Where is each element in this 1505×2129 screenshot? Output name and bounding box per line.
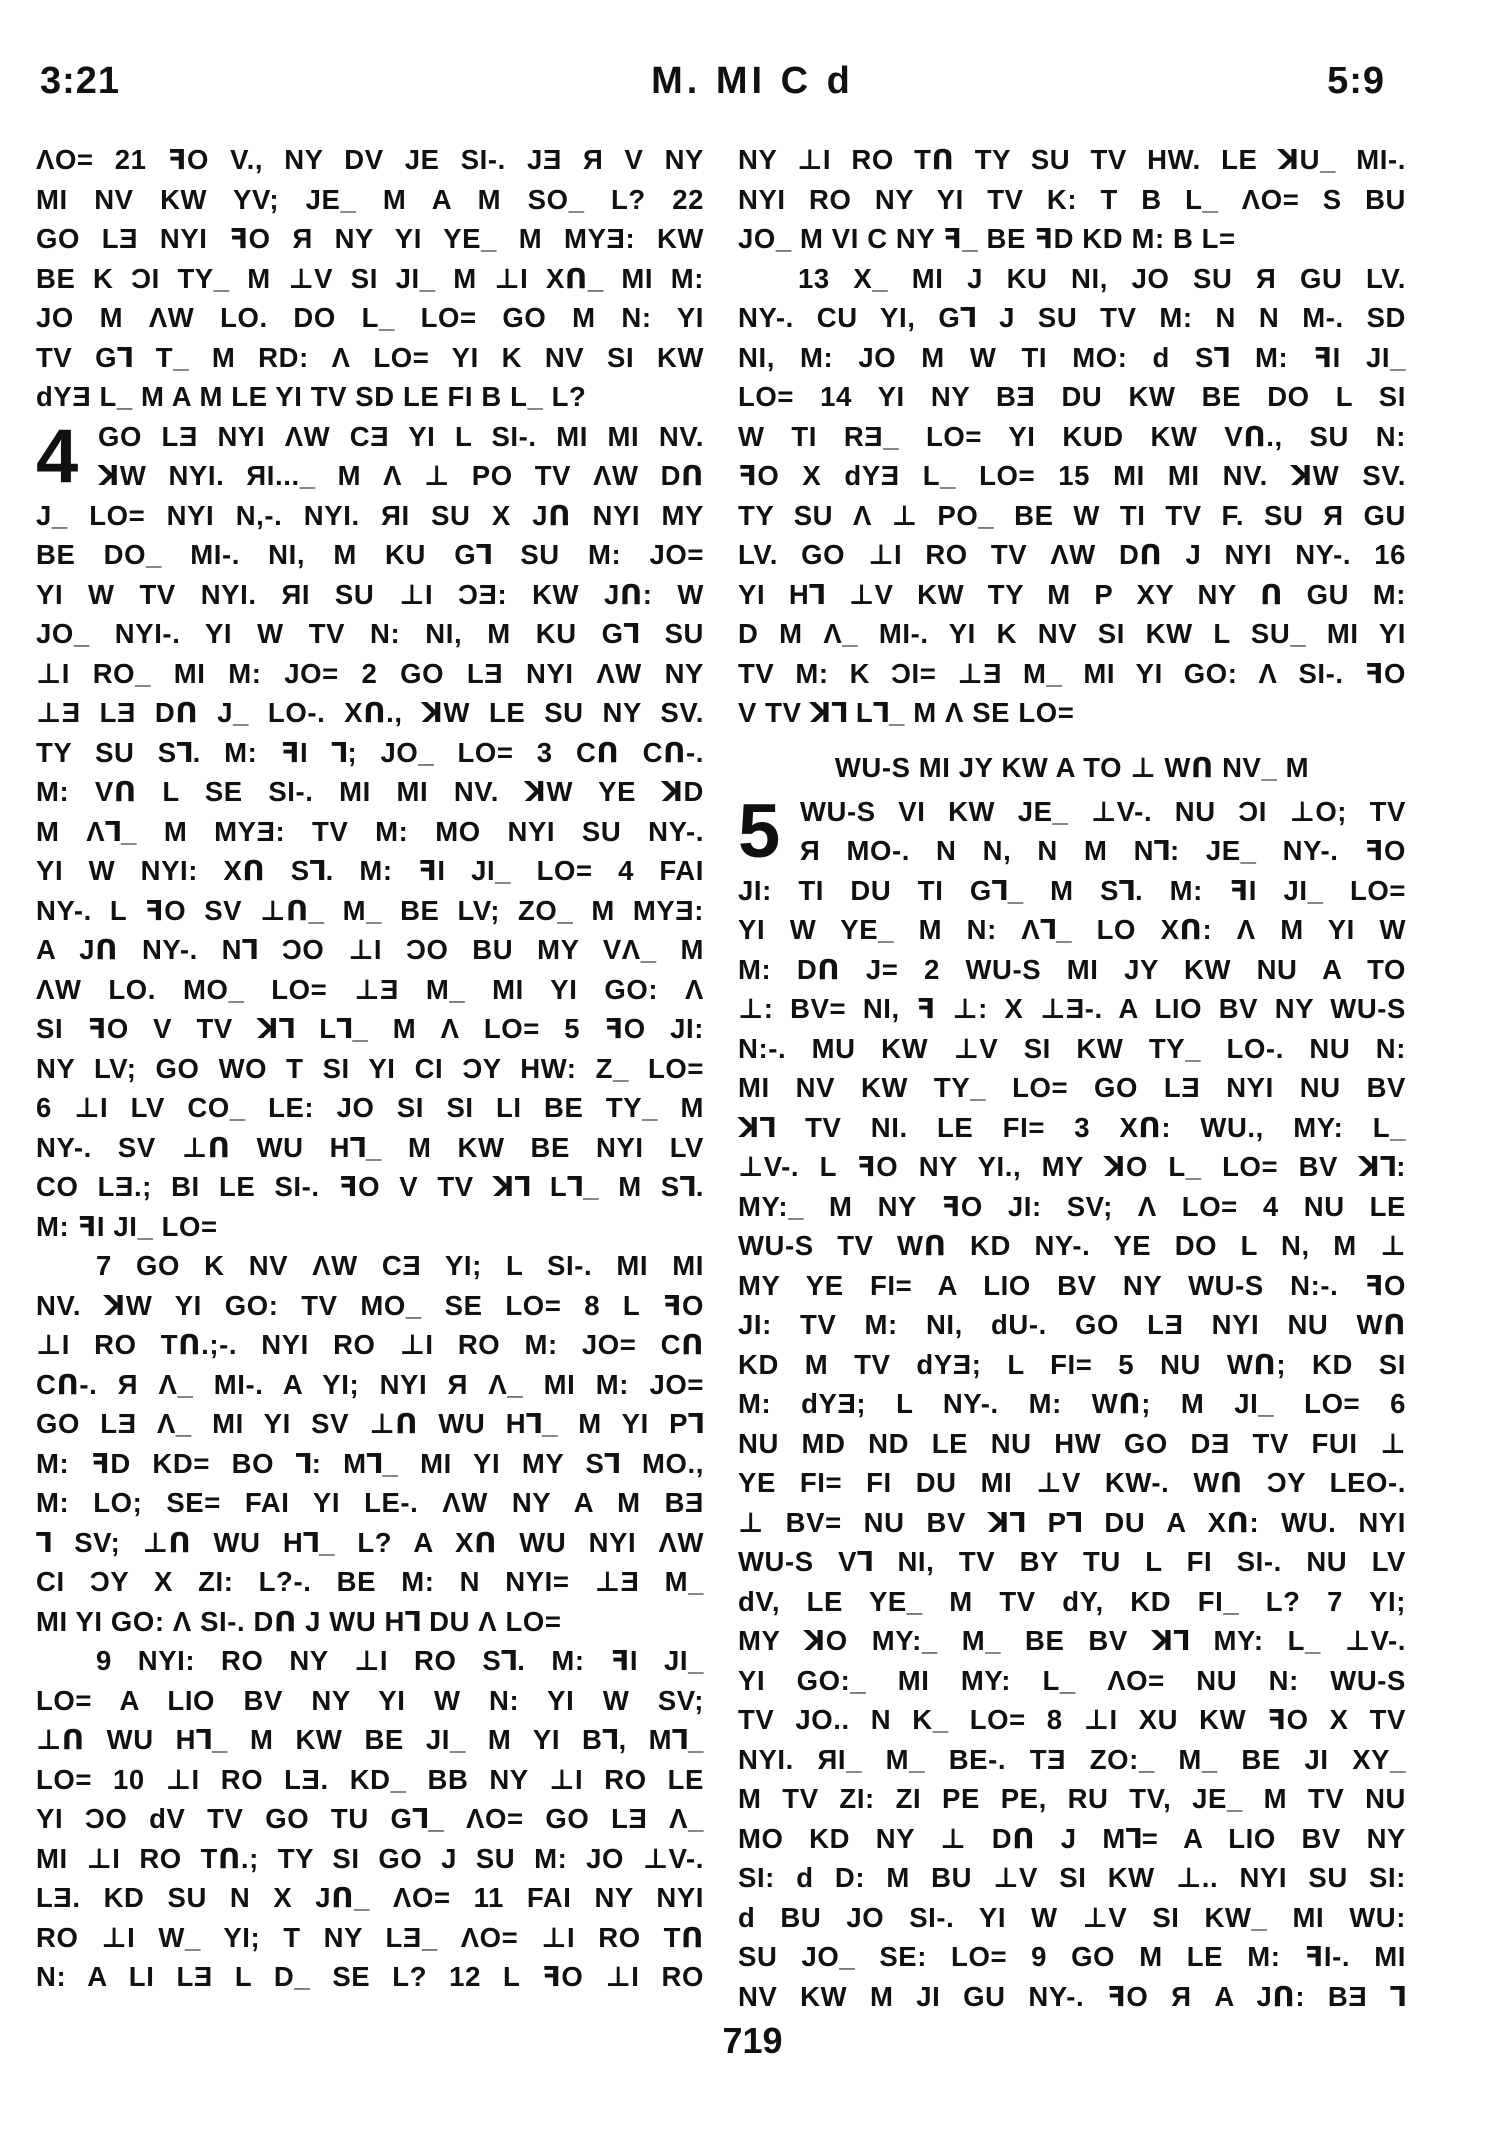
section-heading: WU-S MI JY KW A TO ⊥ Wꓵ NV_ M bbox=[834, 751, 1310, 783]
text-line: dYƎ L_ M A M LE YI TV SD LE FI B L_ L? bbox=[36, 381, 587, 412]
text-line: JO_ NYI-. YI W TV N: NI, M KU G⅂ SU bbox=[36, 618, 704, 649]
text-line: MY YE FI= A LIO BV NY WU-S N:-. ꟻO bbox=[738, 1269, 1406, 1301]
text-line: KD M TV dYƎ; L FI= 5 NU Wꓵ; KD SI bbox=[738, 1348, 1406, 1380]
text-line: MI YI GO: Ʌ SI-. Dꓵ J WU H⅂ DU Ʌ LO= bbox=[36, 1605, 562, 1637]
text-line: CI ƆY X ZI: L?-. BE M: N NYI= ⊥Ǝ M_ bbox=[36, 1566, 704, 1597]
text-line: NY ⊥I RO Tꓵ TY SU TV HW. LE ꓘU_ MI-. bbox=[738, 144, 1406, 175]
text-line: YI ƆO dV TV GO TU G⅂_ ɅO= GO LƎ Ʌ_ bbox=[36, 1803, 704, 1834]
left-block-a bbox=[36, 140, 704, 417]
text-line: YI W TV NYI. ЯI SU ⊥I ƆƎ: KW Jꓵ: W bbox=[36, 578, 704, 610]
text-line: Cꓵ-. Я Ʌ_ MI-. A YI; NYI Я Ʌ_ MI M: JO= bbox=[36, 1368, 704, 1400]
text-line: JI: TI DU TI G⅂_ M S⅂. M: ꟻI JI_ LO= bbox=[738, 874, 1406, 906]
text-line: NY-. L ꟻO SV ⊥ꓵ_ M_ BE LV; ZO_ M MYƎ: bbox=[36, 894, 704, 926]
text-line: 9 NYI: RO NY ⊥I RO S⅂. M: ꟻI JI_ bbox=[96, 1645, 704, 1676]
text-line: JO M ɅW LO. DO L_ LO= GO M N: YI bbox=[36, 302, 704, 333]
header-right-reference: 5:9 bbox=[1327, 60, 1385, 102]
text-line: MI NV KW YV; JE_ M A M SO_ L? 22 bbox=[36, 183, 704, 215]
right-block-a bbox=[738, 140, 1406, 259]
header-left-reference: 3:21 bbox=[40, 60, 121, 102]
text-line: NU MD ND LE NU HW GO DƎ TV FUI ⊥ bbox=[738, 1427, 1406, 1459]
text-line: ⊥ BV= NU BV ꓘ⅂ P⅂ DU A Xꓵ: WU. NYI bbox=[738, 1506, 1406, 1538]
text-line: M: dYƎ; L NY-. M: Wꓵ; M JI_ LO= 6 bbox=[738, 1388, 1406, 1419]
text-line: d BU JO SI-. YI W ⊥V SI KW_ MI WU: bbox=[738, 1901, 1406, 1933]
text-line: LV. GO ⊥I RO TV ɅW Dꓵ J NYI NY-. 16 bbox=[738, 539, 1406, 570]
text-line: RO ⊥I W_ YI; T NY LƎ_ ɅO= ⊥I RO Tꓵ bbox=[36, 1921, 704, 1953]
text-line: A Jꓵ NY-. N⅂ ƆO ⊥I ƆO BU MY VɅ_ M bbox=[36, 934, 704, 965]
text-line: NYI RO NY YI TV K: T B L_ ɅO= S BU bbox=[738, 183, 1406, 215]
text-line: MI ⊥I RO Tꓵ.; TY SI GO J SU M: JO ⊥V-. bbox=[36, 1842, 704, 1874]
text-line: ⊥: BV= NI, ꟻ ⊥: X ⊥Ǝ-. A LIO BV NY WU-S bbox=[738, 993, 1406, 1024]
text-line: dV, LE YE_ M TV dY, KD FI_ L? 7 YI; bbox=[738, 1585, 1406, 1617]
text-line: 7 GO K NV ɅW CƎ YI; L SI-. MI MI bbox=[96, 1250, 704, 1281]
text-line: M: ꟻD KD= BO ⅂: M⅂_ MI YI MY S⅂ MO., bbox=[36, 1447, 704, 1479]
text-line: ⊥ꓵ WU H⅂_ M KW BE JI_ M YI B⅂, M⅂_ bbox=[36, 1724, 704, 1755]
text-line: N: A LI LƎ L D_ SE L? 12 L ꟻO ⊥I RO bbox=[36, 1961, 704, 1992]
text-line: W TI RƎ_ LO= YI KUD KW Vꓵ., SU N: bbox=[738, 420, 1406, 452]
text-line: ꓘW NYI. ЯI..._ M Ʌ ⊥ PO TV ɅW Dꓵ bbox=[98, 460, 704, 491]
text-line: NV. ꓘW YI GO: TV MO_ SE LO= 8 L ꟻO bbox=[36, 1289, 704, 1321]
left-block-c bbox=[36, 1246, 704, 1641]
text-line: M Ʌ⅂_ M MYƎ: TV M: MO NYI SU NY-. bbox=[36, 815, 704, 847]
text-line: MY:_ M NY ꟻO JI: SV; Ʌ LO= 4 NU LE bbox=[738, 1190, 1406, 1222]
text-line: LO= A LIO BV NY YI W N: YI W SV; bbox=[36, 1684, 704, 1716]
right-block-b bbox=[738, 259, 1406, 733]
text-line: BE K ƆI TY_ M ⊥V SI JI_ M ⊥I Xꓵ_ MI M: bbox=[36, 262, 704, 294]
text-line: V TV ꓘ⅂ L⅂_ M Ʌ SE LO= bbox=[738, 697, 1075, 728]
text-line: GO LƎ Ʌ_ MI YI SV ⊥ꓵ WU H⅂_ M YI P⅂ bbox=[36, 1408, 704, 1439]
text-line: ꟻO X dYƎ L_ LO= 15 MI MI NV. ꓘW SV. bbox=[738, 460, 1406, 491]
text-line: MI NV KW TY_ LO= GO LƎ NYI NU BV bbox=[738, 1072, 1406, 1103]
text-line: NYI. ЯI_ M_ BE-. TƎ ZO:_ M_ BE JI XY_ bbox=[738, 1743, 1406, 1775]
chapter-number: 5 bbox=[738, 791, 781, 871]
text-line: MY ꓘO MY:_ M_ BE BV ꓘ⅂ MY: L_ ⊥V-. bbox=[738, 1625, 1406, 1656]
text-line: TV M: K ƆI= ⊥Ǝ M_ MI YI GO: Ʌ SI-. ꟻO bbox=[738, 657, 1406, 689]
text-line: TV G⅂ T_ M RD: Ʌ LO= YI K NV SI KW bbox=[36, 341, 704, 373]
text-line: NI, M: JO M W TI MO: d S⅂ M: ꟻI JI_ bbox=[738, 341, 1406, 373]
text-line: NY-. CU YI, G⅂ J SU TV M: N N M-. SD bbox=[738, 302, 1406, 333]
chapter-number: 4 bbox=[36, 416, 79, 496]
text-line: ⊥I RO Tꓵ.;-. NYI RO ⊥I RO M: JO= Cꓵ bbox=[36, 1329, 704, 1360]
right-block-c bbox=[738, 871, 1406, 2017]
text-line: WU-S V⅂ NI, TV BY TU L FI SI-. NU LV bbox=[738, 1546, 1406, 1577]
text-line: ⊥I RO_ MI M: JO= 2 GO LƎ NYI ɅW NY bbox=[36, 657, 704, 689]
chapter-5-opening bbox=[738, 792, 1406, 871]
text-line: SI ꟻO V TV ꓘ⅂ L⅂_ M Ʌ LO= 5 ꟻO JI: bbox=[36, 1013, 704, 1044]
text-line: CO LƎ.; BI LE SI-. ꟻO V TV ꓘ⅂ L⅂_ M S⅂. bbox=[36, 1171, 704, 1202]
chapter-4-opening bbox=[36, 417, 704, 496]
text-line: M: Dꓵ J= 2 WU-S MI JY KW NU A TO bbox=[738, 953, 1406, 985]
text-line: M TV ZI: ZI PE PE, RU TV, JE_ M TV NU bbox=[738, 1783, 1406, 1814]
text-line: ɅO= 21 ꟻO V., NY DV JE SI-. JƎ Я V NY bbox=[36, 144, 704, 175]
text-line: YI GO:_ MI MY: L_ ɅO= NU N: WU-S bbox=[738, 1664, 1406, 1696]
text-line: MO KD NY ⊥ Dꓵ J M⅂= A LIO BV NY bbox=[738, 1822, 1406, 1854]
text-line: JO_ M VI C NY ꟻ_ BE ꟻD KD M: B L= bbox=[738, 223, 1236, 254]
text-line: Я MO-. N N, N M N⅂: JE_ NY-. ꟻO bbox=[800, 835, 1406, 866]
text-line: NV KW M JI GU NY-. ꟻO Я A Jꓵ: BƎ ⅂ bbox=[738, 1980, 1406, 2012]
text-line: LƎ. KD SU N X Jꓵ_ ɅO= 11 FAI NY NYI bbox=[36, 1882, 704, 1913]
text-line: WU-S VI KW JE_ ⊥V-. NU ƆI ⊥O; TV bbox=[800, 795, 1406, 827]
text-line: NY LV; GO WO T SI YI CI ƆY HW: Z_ LO= bbox=[36, 1052, 704, 1084]
text-line: YI W YE_ M N: Ʌ⅂_ LO Xꓵ: Ʌ M YI W bbox=[738, 914, 1406, 945]
text-line: M: ꟻI JI_ LO= bbox=[36, 1210, 218, 1242]
left-column bbox=[36, 140, 704, 1997]
text-line: N:-. MU KW ⊥V SI KW TY_ LO-. NU N: bbox=[738, 1032, 1406, 1064]
text-line: TY SU S⅂. M: ꟻI ⅂; JO_ LO= 3 Cꓵ Cꓵ-. bbox=[36, 736, 704, 768]
left-block-d bbox=[36, 1641, 704, 1997]
text-line: J_ LO= NYI N,-. NYI. ЯI SU X Jꓵ NYI MY bbox=[36, 499, 704, 531]
text-line: 6 ⊥I LV CO_ LE: JO SI SI LI BE TY_ M bbox=[36, 1092, 704, 1123]
text-line: YI W NYI: Xꓵ S⅂. M: ꟻI JI_ LO= 4 FAI bbox=[36, 855, 704, 886]
text-line: YE FI= FI DU MI ⊥V KW-. Wꓵ ƆY LEO-. bbox=[738, 1467, 1406, 1498]
text-line: WU-S TV Wꓵ KD NY-. YE DO L N, M ⊥ bbox=[738, 1230, 1406, 1261]
right-column bbox=[738, 140, 1406, 2016]
text-line: YI H⅂ ⊥V KW TY M P XY NY ꓵ GU M: bbox=[738, 578, 1406, 610]
text-line: ⊥Ǝ LƎ Dꓵ J_ LO-. Xꓵ., ꓘW LE SU NY SV. bbox=[36, 697, 704, 728]
chapter-4-first-lines bbox=[36, 417, 704, 496]
text-line: GO LƎ NYI ɅW CƎ YI L SI-. MI MI NV. bbox=[98, 420, 704, 452]
text-line: LO= 14 YI NY BƎ DU KW BE DO L SI bbox=[738, 381, 1406, 412]
text-line: TY SU Ʌ ⊥ PO_ BE W TI TV F. SU Я GU bbox=[738, 499, 1406, 531]
text-line: ꓘ⅂ TV NI. LE FI= 3 Xꓵ: WU., MY: L_ bbox=[738, 1111, 1406, 1143]
text-line: M: LO; SE= FAI YI LE-. ɅW NY A M BƎ bbox=[36, 1487, 704, 1518]
text-line: 13 X_ MI J KU NI, JO SU Я GU LV. bbox=[798, 262, 1406, 294]
text-line: M: Vꓵ L SE SI-. MI MI NV. ꓘW YE ꓘD bbox=[36, 776, 704, 807]
chapter-5-first-lines bbox=[738, 792, 1406, 871]
text-line: D M Ʌ_ MI-. YI K NV SI KW L SU_ MI YI bbox=[738, 618, 1406, 649]
text-line: JI: TV M: NI, dU-. GO LƎ NYI NU Wꓵ bbox=[738, 1309, 1406, 1340]
text-line: BE DO_ MI-. NI, M KU G⅂ SU M: JO= bbox=[36, 539, 704, 570]
header-book-title: M. MI C d bbox=[651, 60, 854, 102]
text-line: GO LƎ NYI ꟻO Я NY YI YE_ M MYƎ: KW bbox=[36, 223, 704, 254]
text-line: ⅂ SV; ⊥ꓵ WU H⅂_ L? A Xꓵ WU NYI ɅW bbox=[36, 1526, 704, 1558]
text-line: SI: d D: M BU ⊥V SI KW ⊥.. NYI SU SI: bbox=[738, 1862, 1406, 1893]
text-line: SU JO_ SE: LO= 9 GO M LE M: ꟻI-. MI bbox=[738, 1941, 1406, 1972]
text-line: LO= 10 ⊥I RO LƎ. KD_ BB NY ⊥I RO LE bbox=[36, 1763, 704, 1795]
running-header bbox=[0, 60, 1505, 120]
left-block-b bbox=[36, 496, 704, 1247]
text-line: NY-. SV ⊥ꓵ WU H⅂_ M KW BE NYI LV bbox=[36, 1131, 704, 1163]
page-number: 719 bbox=[722, 2020, 783, 2061]
text-line: ⊥V-. L ꟻO NY YI., MY ꓘO L_ LO= BV ꓘ⅂: bbox=[738, 1151, 1406, 1182]
text-line: TV JO.. N K_ LO= 8 ⊥I XU KW ꟻO X TV bbox=[738, 1704, 1406, 1735]
text-line: ɅW LO. MO_ LO= ⊥Ǝ M_ MI YI GO: Ʌ bbox=[36, 973, 704, 1005]
